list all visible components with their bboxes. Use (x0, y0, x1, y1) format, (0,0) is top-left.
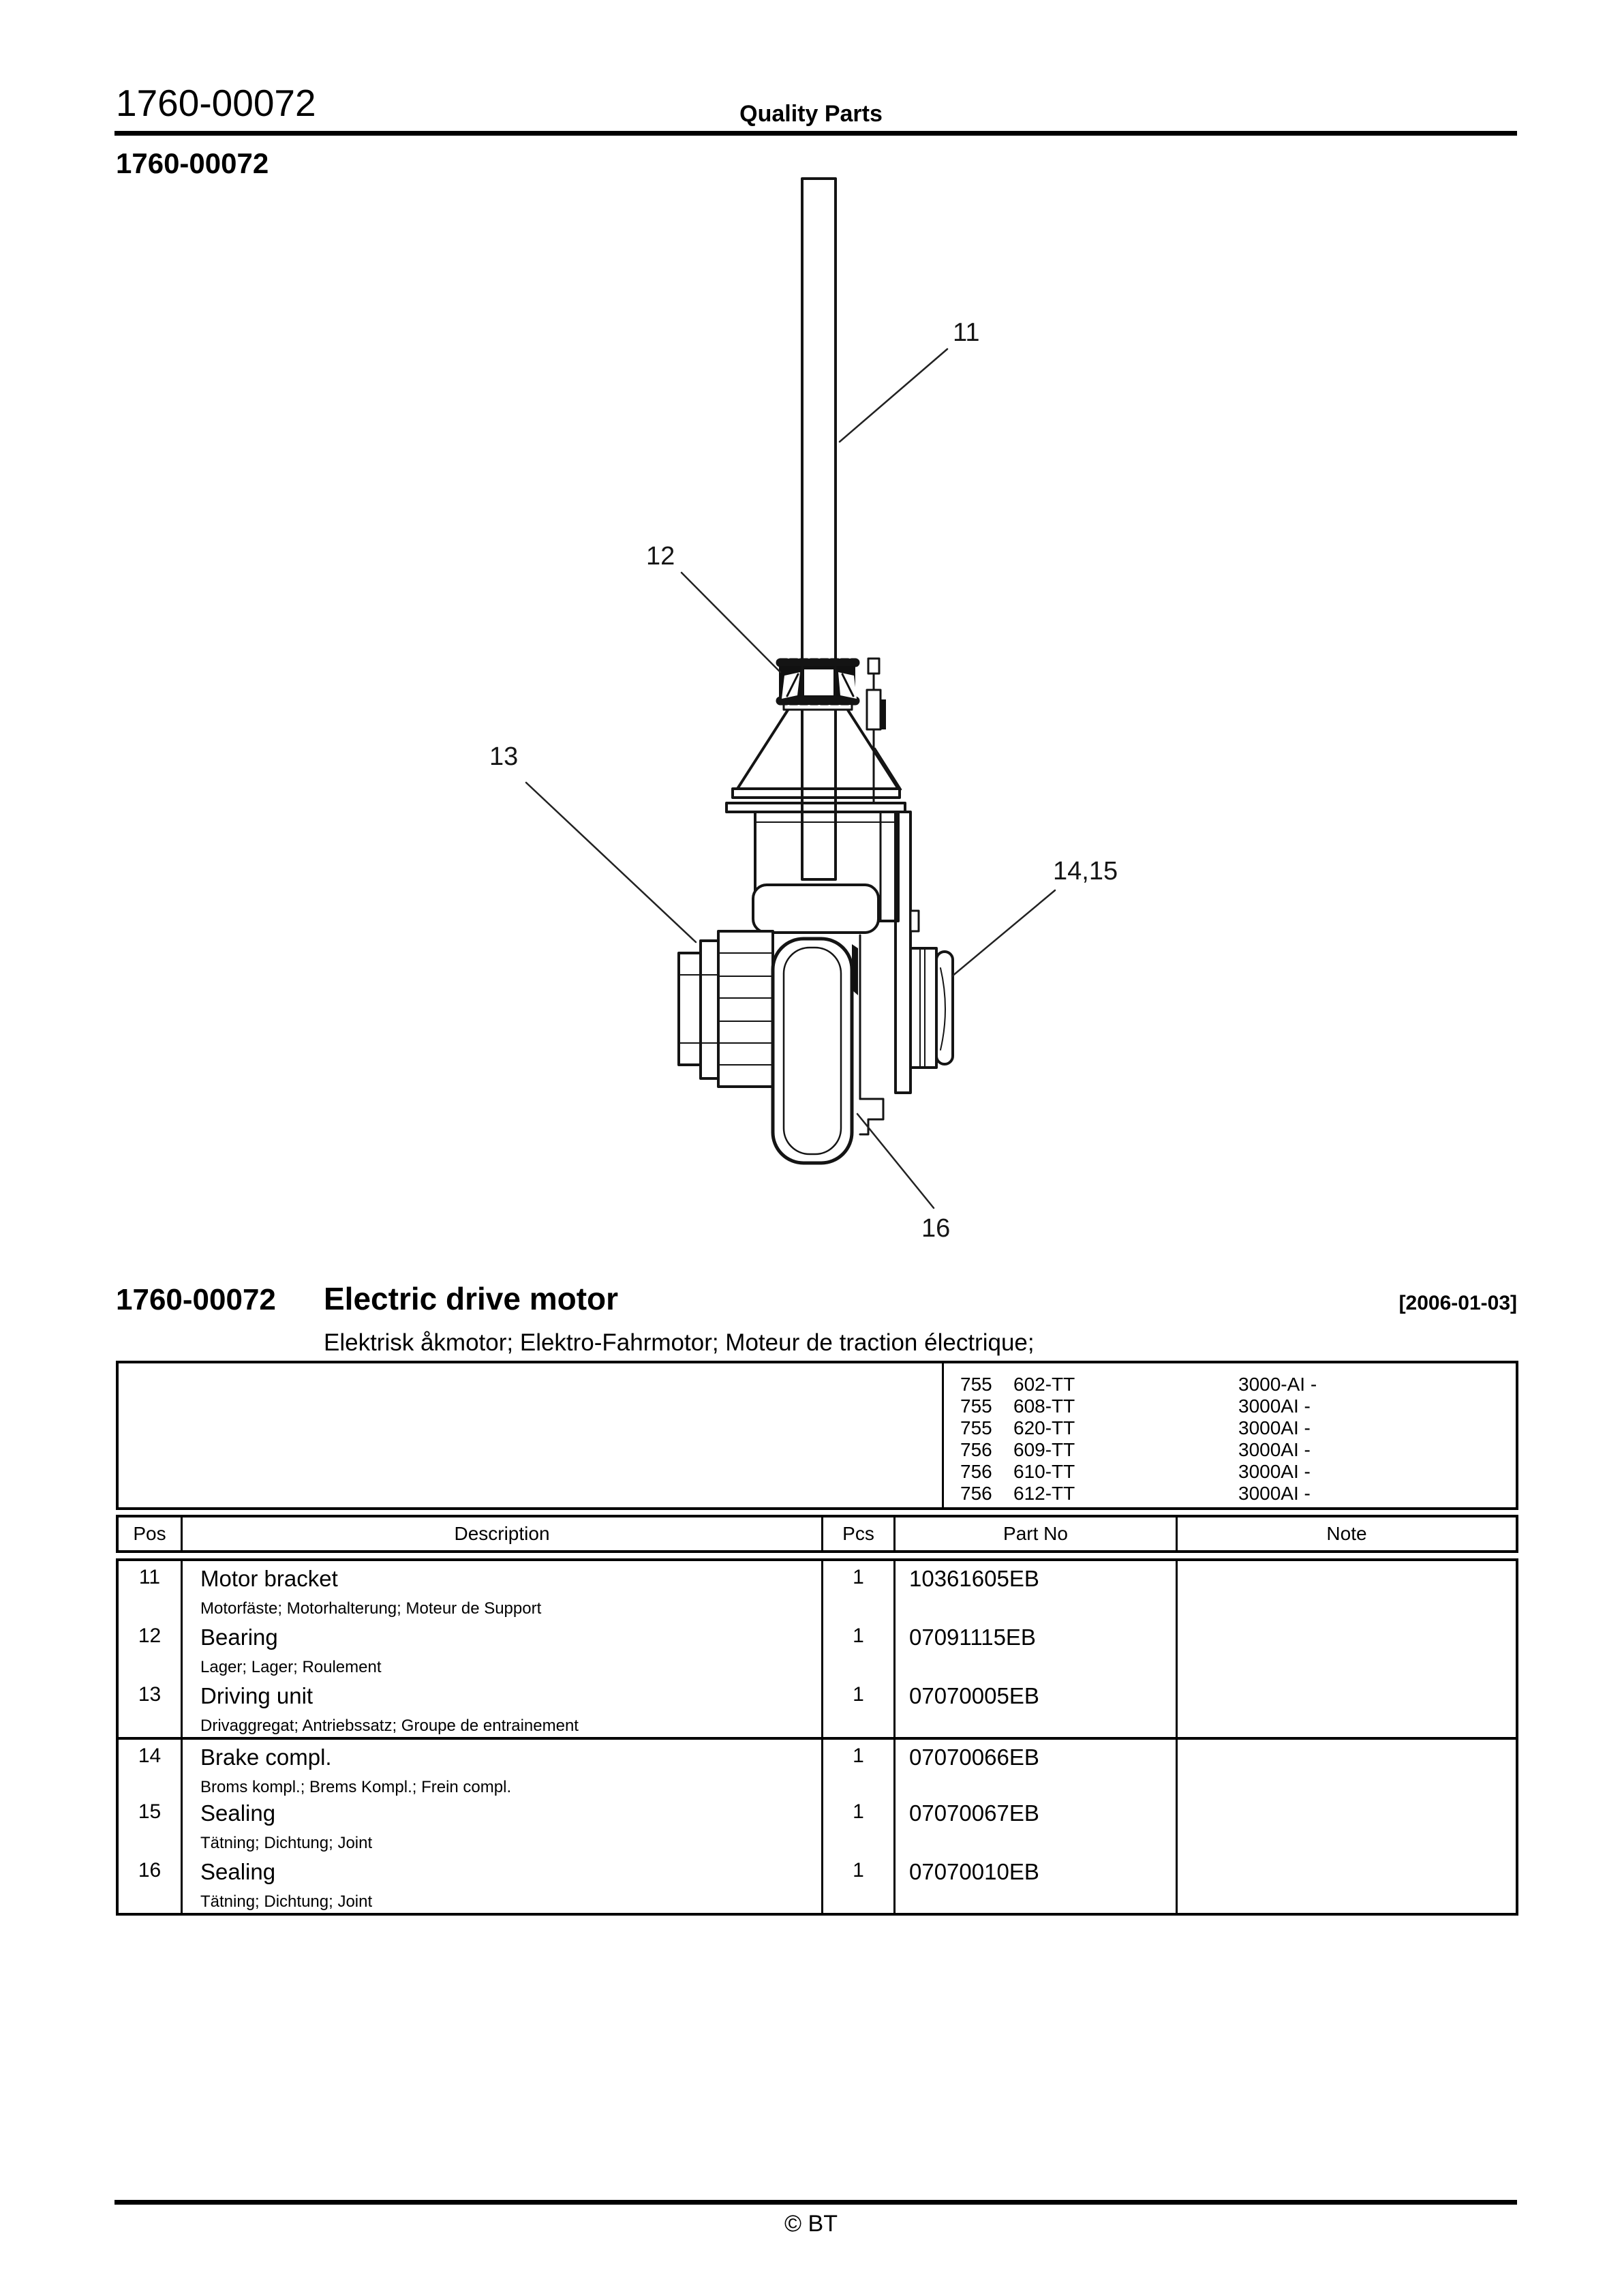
model-series: 756 (960, 1439, 992, 1460)
models-empty-cell (119, 1363, 944, 1507)
leader-11 (840, 349, 947, 442)
part-pcs: 1 (823, 1678, 896, 1737)
part-note (1178, 1796, 1516, 1854)
housing-shadow (852, 944, 858, 995)
leader-14-15 (952, 890, 1055, 976)
part-note (1178, 1740, 1516, 1797)
leader-12 (682, 573, 780, 672)
part-description: Bearing (200, 1625, 278, 1650)
part-pcs: 1 (823, 1854, 896, 1913)
part-pcs: 1 (823, 1740, 896, 1797)
model-range: 3000AI - (1238, 1439, 1311, 1460)
column-header-part-no: Part No (896, 1517, 1178, 1550)
model-range: 3000AI - (1238, 1461, 1311, 1482)
part-number: 07070067EB (896, 1796, 1178, 1854)
part-pos: 13 (119, 1678, 183, 1737)
footer-copyright: © BT (784, 2211, 838, 2237)
model-row (960, 1417, 1516, 1439)
model-series: 755 (960, 1417, 992, 1438)
model-row (960, 1439, 1516, 1461)
part-description-translations: Drivaggregat; Antriebssatz; Groupe de entrainement (200, 1717, 579, 1735)
part-description-translations: Broms kompl.; Brems Kompl.; Frein compl. (200, 1778, 512, 1796)
callout-16: 16 (921, 1214, 951, 1243)
column-header-pcs: Pcs (823, 1517, 896, 1550)
model-range: 3000AI - (1238, 1395, 1311, 1417)
part-description: Motor bracket (200, 1566, 338, 1591)
part-pos: 11 (119, 1561, 183, 1620)
model-row (960, 1395, 1516, 1417)
model-range: 3000-AI - (1238, 1374, 1317, 1395)
part-description-translations: Lager; Lager; Roulement (200, 1658, 382, 1676)
callout-13: 13 (489, 742, 519, 771)
exploded-view-drawing (409, 164, 1227, 1275)
model-row (960, 1374, 1516, 1395)
sealing-step (860, 935, 883, 1134)
column-header-pos: Pos (119, 1517, 183, 1550)
header-brand: Quality Parts (739, 101, 883, 127)
model-row (960, 1461, 1516, 1483)
part-description-translations: Tätning; Dichtung; Joint (200, 1892, 373, 1911)
header-doc-number: 1760-00072 (116, 82, 316, 124)
leader-16 (857, 1114, 934, 1208)
title-subtitle: Elektrisk åkmotor; Elektro-Fahrmotor; Moteur de traction électrique; (324, 1329, 1035, 1356)
table-row (119, 1796, 1516, 1854)
table-row (119, 1678, 1516, 1737)
part-pcs: 1 (823, 1796, 896, 1854)
part-number: 07070010EB (896, 1854, 1178, 1913)
part-note (1178, 1561, 1516, 1620)
header-rule (114, 131, 1517, 136)
page-title: Electric drive motor (324, 1281, 619, 1316)
part-number: 07091115EB (896, 1620, 1178, 1678)
models-list (944, 1363, 1516, 1507)
model-range: 3000AI - (1238, 1417, 1311, 1438)
footer-rule (114, 2200, 1517, 2205)
part-description: Sealing (200, 1859, 276, 1884)
model-code: 610-TT (1013, 1461, 1075, 1482)
model-range: 3000AI - (1238, 1483, 1311, 1504)
model-code: 609-TT (1013, 1439, 1075, 1460)
table-row (119, 1561, 1516, 1620)
part-description-translations: Tätning; Dichtung; Joint (200, 1834, 373, 1852)
part-number: 07070005EB (896, 1678, 1178, 1737)
model-series: 755 (960, 1374, 992, 1395)
table-row (119, 1737, 1516, 1796)
part-pos: 12 (119, 1620, 183, 1678)
callout-12: 12 (646, 542, 675, 571)
part-note (1178, 1620, 1516, 1678)
brake-unit (911, 948, 953, 1068)
part-pos: 14 (119, 1740, 183, 1797)
driving-unit (679, 931, 773, 1087)
part-pos: 15 (119, 1796, 183, 1854)
title-block (116, 1280, 1517, 1317)
column-header-note: Note (1326, 1523, 1367, 1544)
model-series: 755 (960, 1395, 992, 1417)
model-series: 756 (960, 1461, 992, 1482)
part-number: 07070066EB (896, 1740, 1178, 1797)
callout-11: 11 (953, 318, 980, 347)
part-note (1178, 1678, 1516, 1737)
parts-table-header (116, 1515, 1518, 1553)
leader-13 (526, 783, 696, 942)
part-description: Sealing (200, 1800, 276, 1826)
part-pos: 16 (119, 1854, 183, 1913)
part-description: Brake compl. (200, 1744, 332, 1770)
model-series: 756 (960, 1483, 992, 1504)
part-note (1178, 1854, 1516, 1913)
part-description: Driving unit (200, 1683, 313, 1708)
model-code: 608-TT (1013, 1395, 1075, 1417)
table-row (119, 1854, 1516, 1913)
column-header-description: Description (183, 1517, 823, 1550)
parts-table-body (116, 1558, 1518, 1916)
bolt (867, 659, 901, 803)
part-description-translations: Motorfäste; Motorhalterung; Moteur de Support (200, 1599, 542, 1618)
title-number: 1760-00072 (116, 1283, 276, 1316)
drive-wheel (773, 939, 852, 1163)
models-box (116, 1361, 1518, 1510)
model-code: 602-TT (1013, 1374, 1075, 1395)
title-date: [2006-01-03] (1398, 1292, 1517, 1314)
model-row (960, 1483, 1516, 1505)
section-number: 1760-00072 (116, 147, 269, 179)
drive-shaft (802, 179, 836, 879)
part-pcs: 1 (823, 1620, 896, 1678)
part-number: 10361605EB (896, 1561, 1178, 1620)
table-row (119, 1620, 1516, 1678)
bearing-collar (779, 663, 857, 701)
callout-14-15: 14,15 (1053, 857, 1118, 886)
part-pcs: 1 (823, 1561, 896, 1620)
model-code: 620-TT (1013, 1417, 1075, 1438)
model-code: 612-TT (1013, 1483, 1075, 1504)
